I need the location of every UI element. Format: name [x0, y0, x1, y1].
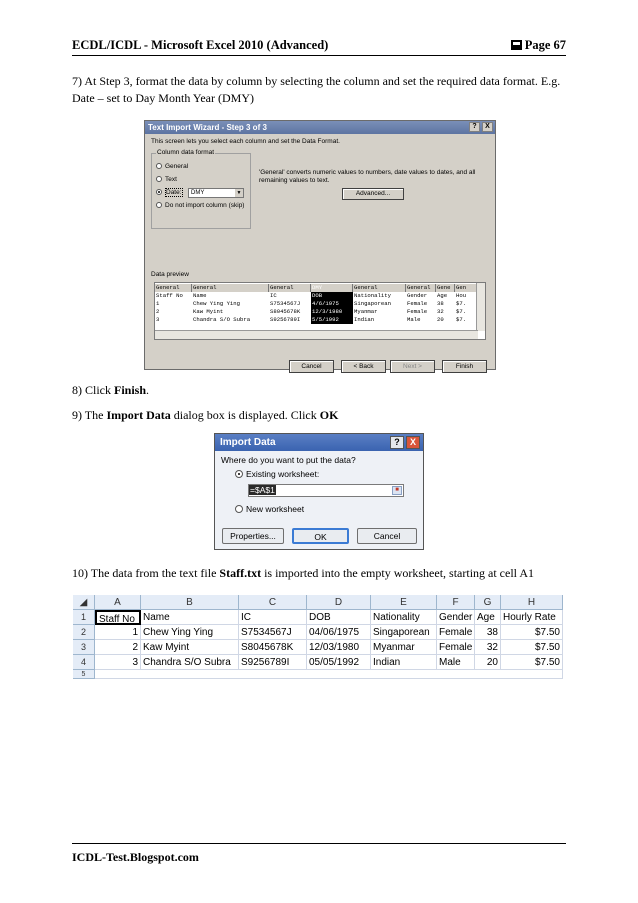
cell[interactable]: S9256789I	[239, 655, 307, 670]
cell[interactable]: Chandra S/O Subra	[141, 655, 239, 670]
cell[interactable]: 1	[95, 625, 141, 640]
ok-button[interactable]: OK	[292, 528, 349, 544]
general-radio[interactable]	[156, 163, 188, 170]
column-header[interactable]: F	[437, 595, 475, 610]
wizard-titlebar	[145, 121, 495, 134]
column-header[interactable]: E	[371, 595, 437, 610]
preview-row: 1 Chew Ying Ying S7534567J 4/6/1975 Singaporean Female 38 $7.	[156, 300, 467, 307]
page-number-text: Page 67	[524, 38, 566, 52]
date-format-select[interactable]	[188, 188, 244, 198]
radio-selected-icon	[156, 189, 162, 195]
next-button[interactable]: Next >	[390, 360, 435, 373]
row-header[interactable]: 3	[73, 640, 95, 655]
preview-col-header[interactable]: General	[406, 284, 436, 292]
help-button[interactable]: ?	[469, 122, 480, 132]
cell[interactable]: Chew Ying Ying	[141, 625, 239, 640]
back-button[interactable]: < Back	[341, 360, 386, 373]
cell[interactable]: $7.50	[501, 625, 563, 640]
cell[interactable]: Nationality	[371, 610, 437, 625]
cell-reference-value: =$A$1	[250, 485, 275, 495]
cell[interactable]: Female	[437, 625, 475, 640]
cancel-button[interactable]: Cancel	[357, 528, 417, 544]
page-footer	[72, 843, 566, 865]
cell[interactable]: 32	[475, 640, 501, 655]
preview-col-header[interactable]: Gen	[455, 284, 477, 292]
row-header[interactable]: 5	[73, 670, 95, 679]
existing-worksheet-radio[interactable]	[235, 469, 319, 479]
preview-vertical-scrollbar[interactable]	[476, 283, 485, 331]
data-preview-grid	[154, 282, 486, 340]
text-label: Text	[165, 176, 177, 183]
finish-button[interactable]: Finish	[442, 360, 487, 373]
column-format-label: Column data format	[157, 149, 215, 156]
column-header[interactable]: A	[95, 595, 141, 610]
collapse-dialog-icon[interactable]: ■	[392, 486, 402, 495]
cell[interactable]: Name	[141, 610, 239, 625]
cell[interactable]: 38	[475, 625, 501, 640]
cell[interactable]: Myanmar	[371, 640, 437, 655]
cell[interactable]: Kaw Myint	[141, 640, 239, 655]
text-import-wizard-screenshot	[144, 120, 496, 370]
cell[interactable]: 12/03/1980	[307, 640, 371, 655]
cell[interactable]: 2	[95, 640, 141, 655]
data-preview-label: Data preview	[151, 271, 189, 278]
import-title: Import Data	[220, 437, 276, 448]
preview-col-header[interactable]: General	[155, 284, 192, 292]
cell-a1[interactable]: Staff No	[95, 610, 141, 625]
advanced-button[interactable]: Advanced...	[342, 188, 404, 200]
cell[interactable]: 3	[95, 655, 141, 670]
cell[interactable]: S8045678K	[239, 640, 307, 655]
preview-col-header[interactable]: Gene	[436, 284, 455, 292]
radio-selected-icon	[235, 470, 243, 478]
cell[interactable]: $7.50	[501, 640, 563, 655]
select-all-corner[interactable]: ◢	[73, 595, 95, 610]
new-worksheet-label: New worksheet	[246, 504, 305, 514]
import-titlebar	[215, 434, 423, 451]
cell[interactable]: IC	[239, 610, 307, 625]
cancel-button[interactable]: Cancel	[289, 360, 334, 373]
page-number	[511, 38, 566, 53]
cell-reference-input[interactable]	[248, 484, 404, 497]
radio-circle-icon	[156, 176, 162, 182]
preview-col-header-selected[interactable]: DMY	[311, 284, 353, 292]
preview-col-header[interactable]: General	[192, 284, 269, 292]
page-header	[72, 34, 566, 56]
footer-text: ICDL-Test.Blogspot.com	[72, 850, 199, 864]
wizard-title: Text Import Wizard - Step 3 of 3	[148, 123, 267, 132]
step-8-text: 8) Click Finish.	[72, 383, 150, 397]
close-button[interactable]: X	[482, 122, 493, 132]
cell[interactable]: S7534567J	[239, 625, 307, 640]
import-data-dialog-screenshot	[214, 433, 424, 550]
preview-col-header[interactable]: General	[269, 284, 311, 292]
step-9-text: 9) The Import Data dialog box is displayed. Click OK	[72, 408, 339, 422]
general-info-text: 'General' converts numeric values to numbers, date values to dates, and all remaining values to text.	[259, 169, 476, 184]
wizard-intro: This screen lets you select each column and set the Data Format.	[151, 138, 340, 145]
cell[interactable]: Hourly Rate	[501, 610, 563, 625]
date-radio[interactable]	[156, 189, 183, 196]
cell[interactable]: 04/06/1975	[307, 625, 371, 640]
properties-button[interactable]: Properties...	[222, 528, 284, 544]
column-header[interactable]: G	[475, 595, 501, 610]
cell[interactable]: Gender	[437, 610, 475, 625]
preview-row: Staff No Name IC DOB Nationality Gender Age Hou	[156, 292, 467, 299]
row-header[interactable]: 2	[73, 625, 95, 640]
excel-worksheet-screenshot	[73, 595, 563, 683]
radio-circle-icon	[235, 505, 243, 513]
general-label: General	[165, 163, 189, 170]
preview-horizontal-scrollbar[interactable]	[155, 330, 478, 339]
chevron-down-icon: ▼	[236, 190, 242, 196]
cell[interactable]: 05/05/1992	[307, 655, 371, 670]
row-header[interactable]: 1	[73, 610, 95, 625]
monitor-icon	[511, 40, 522, 50]
skip-label: Do not import column (skip)	[165, 202, 245, 209]
date-format-value: DMY	[191, 190, 205, 196]
help-button[interactable]: ?	[390, 436, 404, 449]
text-radio[interactable]	[156, 176, 177, 183]
step-10-text: 10) The data from the text file Staff.txt is imported into the empty worksheet, starting at cell A1	[72, 566, 535, 580]
cell[interactable]: Singaporean	[371, 625, 437, 640]
cell[interactable]: 20	[475, 655, 501, 670]
preview-row: 2 Kaw Myint S8045678K 12/3/1980 Myanmar Female 32 $7.	[156, 308, 467, 315]
row-header[interactable]: 4	[73, 655, 95, 670]
preview-header-row	[155, 284, 485, 292]
radio-circle-icon	[156, 163, 162, 169]
column-header[interactable]: B	[141, 595, 239, 610]
cell[interactable]: Age	[475, 610, 501, 625]
skip-radio[interactable]	[156, 202, 244, 209]
cell[interactable]: Indian	[371, 655, 437, 670]
close-button[interactable]: X	[406, 436, 420, 449]
empty-row[interactable]	[95, 670, 563, 679]
date-label: Date:	[166, 189, 182, 196]
new-worksheet-radio[interactable]	[235, 504, 304, 514]
preview-row: 3 Chandra S/O Subra S9256789I 5/5/1992 Indian Male 20 $7.	[156, 316, 467, 323]
cell[interactable]: Female	[437, 640, 475, 655]
radio-circle-icon	[156, 202, 162, 208]
cell[interactable]: DOB	[307, 610, 371, 625]
cell[interactable]: Male	[437, 655, 475, 670]
import-question: Where do you want to put the data?	[221, 455, 356, 465]
existing-worksheet-label: Existing worksheet:	[246, 469, 320, 479]
preview-col-header[interactable]: General	[353, 284, 406, 292]
header-title: ECDL/ICDL - Microsoft Excel 2010 (Advanced)	[72, 38, 329, 52]
column-header[interactable]: H	[501, 595, 563, 610]
cell[interactable]: $7.50	[501, 655, 563, 670]
column-header[interactable]: C	[239, 595, 307, 610]
column-header[interactable]: D	[307, 595, 371, 610]
step-7-text: 7) At Step 3, format the data by column by selecting the column and set the required data format. E.g. Date – set to Day Month Year (DMY)	[72, 74, 561, 105]
